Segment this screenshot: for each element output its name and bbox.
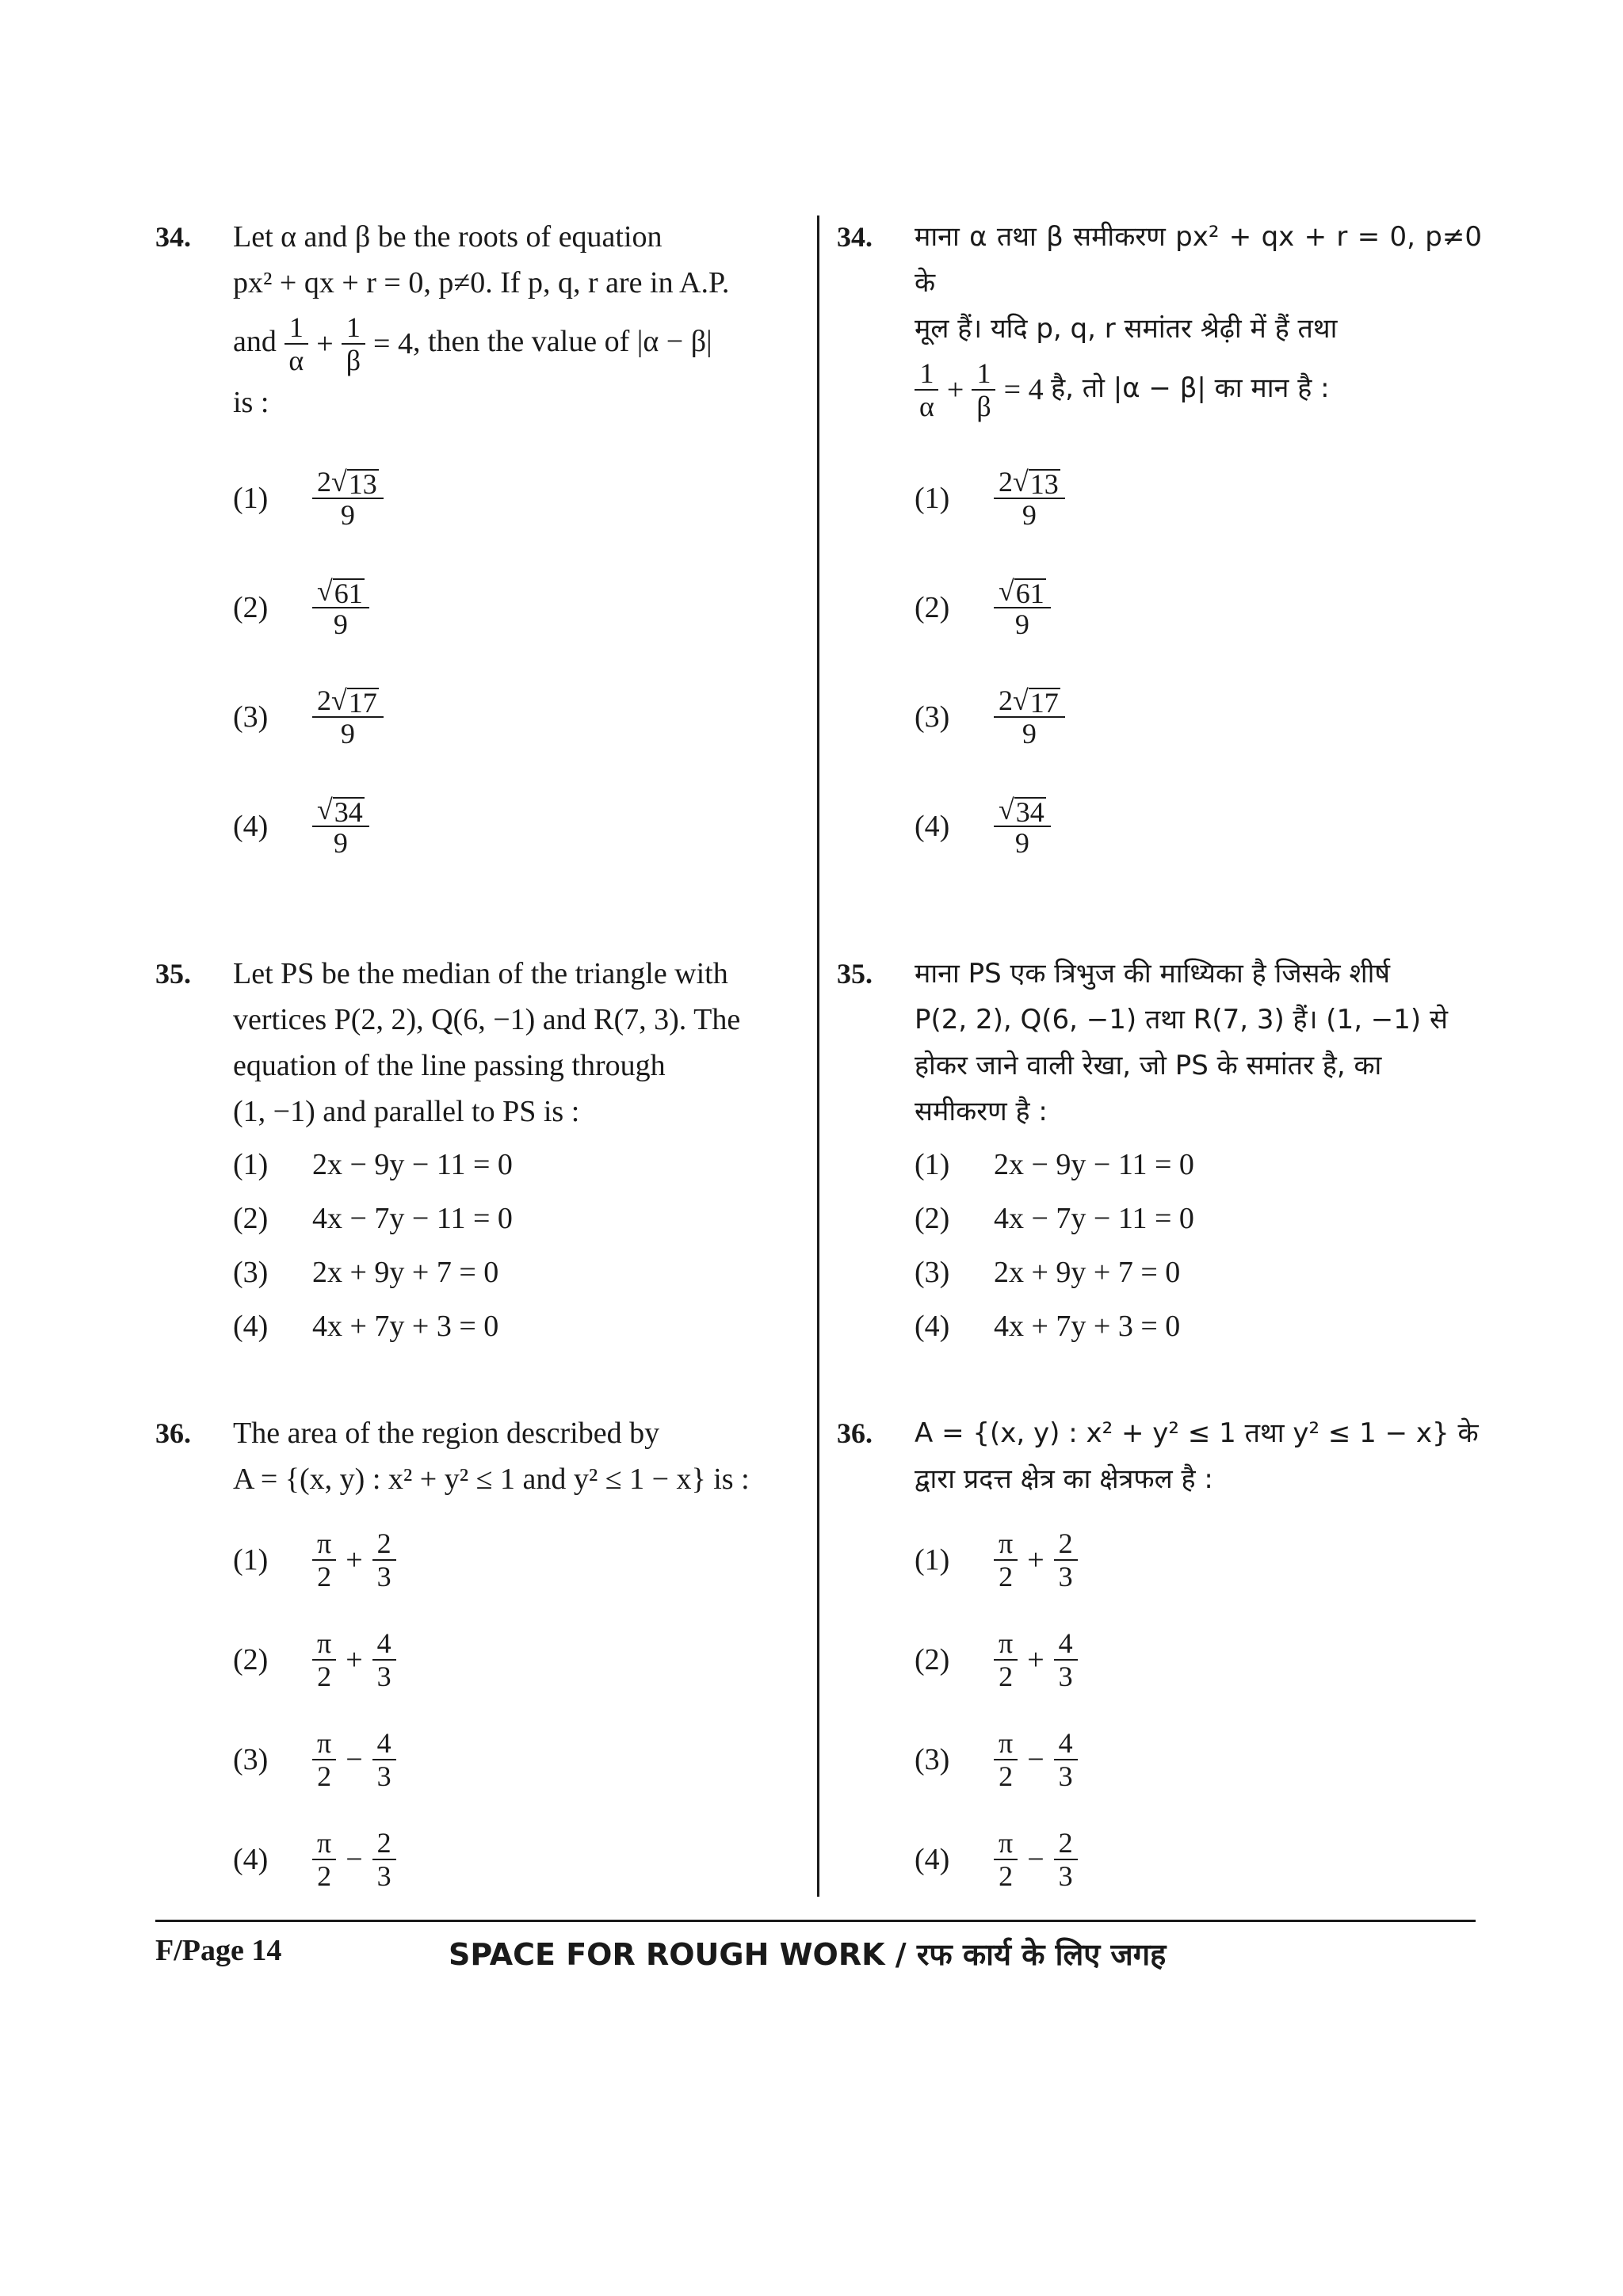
question-stem: The area of the region described by A = {(x, y) : x² + y² ≤ 1 and y² ≤ 1 − x} is : bbox=[233, 1417, 750, 1496]
option-3[interactable]: (3) 2 √ 17 9 bbox=[915, 685, 1065, 749]
option-2[interactable]: (2) 4x − 7y − 11 = 0 bbox=[915, 1202, 1194, 1235]
fraction: $\frac{1}{\alpha}$ bbox=[284, 311, 308, 376]
option-2[interactable]: (2) 4x − 7y − 11 = 0 bbox=[233, 1202, 513, 1235]
stem-line: px² + qx + r = 0, p≠0. If p, q, r are in A.P. bbox=[233, 266, 730, 299]
reciprocal-sum: $\frac{1}{\alpha}$ + $\frac{1}{\beta}$ = 4 bbox=[915, 354, 1044, 425]
option-3[interactable]: (3) $\frac{\pi}{2}$ − $\frac{4}{3}$ bbox=[233, 1727, 396, 1792]
option-1[interactable]: (1) 2x − 9y − 11 = 0 bbox=[915, 1148, 1194, 1181]
stem-text: and bbox=[233, 325, 277, 358]
reciprocal-sum: $\frac{1}{\alpha}$ + $\frac{1}{\beta}$ = 4 bbox=[284, 308, 413, 379]
option-2[interactable]: (2) $\frac{\pi}{2}$ + $\frac{4}{3}$ bbox=[915, 1627, 1078, 1692]
question-number: 36. bbox=[155, 1417, 191, 1449]
option-2[interactable]: (2) √ 61 9 bbox=[915, 575, 1051, 640]
option-4[interactable]: (4) √ 34 9 bbox=[915, 794, 1051, 859]
footer-rule bbox=[155, 1920, 1476, 1922]
option-1[interactable]: (1) 2 √ 13 9 bbox=[915, 466, 1065, 531]
option-3[interactable]: (3) 2x + 9y + 7 = 0 bbox=[233, 1256, 499, 1289]
option-3[interactable]: (3) 2x + 9y + 7 = 0 bbox=[915, 1256, 1181, 1289]
question-stem: A = {(x, y) : x² + y² ≤ 1 तथा y² ≤ 1 − x} के द्वारा प्रदत्त क्षेत्र का क्षेत्रफल है : bbox=[915, 1417, 1479, 1495]
question-stem: Let PS be the median of the triangle with vertices P(2, 2), Q(6, −1) and R(7, 3). The equation of the line passing through (1, −1) and parallel to PS is : bbox=[233, 957, 741, 1128]
stem-line: Let α and β be the roots of equation bbox=[233, 220, 663, 254]
question-number: 34. bbox=[837, 221, 873, 253]
question-stem bbox=[233, 214, 800, 425]
question-number: 35. bbox=[155, 958, 191, 990]
option-4[interactable]: (4) √ 34 9 bbox=[233, 794, 369, 859]
option-1[interactable]: (1) 2x − 9y − 11 = 0 bbox=[233, 1148, 513, 1181]
option-4[interactable]: (4) $\frac{\pi}{2}$ − $\frac{2}{3}$ bbox=[915, 1827, 1078, 1892]
question-number: 35. bbox=[837, 958, 873, 990]
option-1[interactable]: (1) $\frac{\pi}{2}$ + $\frac{2}{3}$ bbox=[233, 1527, 396, 1592]
option-4[interactable]: (4) 4x + 7y + 3 = 0 bbox=[233, 1310, 499, 1343]
column-divider bbox=[817, 215, 819, 1897]
option-3[interactable]: (3) $\frac{\pi}{2}$ − $\frac{4}{3}$ bbox=[915, 1727, 1078, 1792]
option-1[interactable]: (1) 2 √ 13 9 bbox=[233, 466, 384, 531]
stem-text: , then the value of |α − β| bbox=[412, 325, 712, 358]
question-number: 36. bbox=[837, 1417, 873, 1449]
option-4[interactable]: (4) $\frac{\pi}{2}$ − $\frac{2}{3}$ bbox=[233, 1827, 396, 1892]
option-2[interactable]: (2) √ 61 9 bbox=[233, 575, 369, 640]
question-stem: माना PS एक त्रिभुज की माध्यिका है जिसके शीर्ष P(2, 2), Q(6, −1) तथा R(7, 3) हैं। (1, −1) से होकर जाने वाली रेखा, जो PS के समांतर है, का समीकरण है : bbox=[915, 958, 1448, 1127]
page-number: F/Page 14 bbox=[155, 1934, 282, 1967]
question-number: 34. bbox=[155, 221, 191, 253]
stem-line bbox=[233, 306, 800, 379]
option-4[interactable]: (4) 4x + 7y + 3 = 0 bbox=[915, 1310, 1181, 1343]
option-3[interactable]: (3) 2 √ 17 9 bbox=[233, 685, 384, 749]
option-1[interactable]: (1) $\frac{\pi}{2}$ + $\frac{2}{3}$ bbox=[915, 1527, 1078, 1592]
rough-work-label: SPACE FOR ROUGH WORK / रफ कार्य के लिए जगह bbox=[449, 1937, 1167, 1972]
option-2[interactable]: (2) $\frac{\pi}{2}$ + $\frac{4}{3}$ bbox=[233, 1627, 396, 1692]
fraction: $\frac{1}{\beta}$ bbox=[342, 311, 365, 376]
stem-line: is : bbox=[233, 386, 269, 420]
question-stem: माना α तथा β समीकरण px² + qx + r = 0, p≠0 के मूल हैं। यदि p, q, r समांतर श्रेढ़ी में हैं तथा $\frac{1}{\alpha}$ + $\frac{1}{\beta}$ = 4 है, तो |α − β| का मान है : bbox=[915, 214, 1482, 425]
